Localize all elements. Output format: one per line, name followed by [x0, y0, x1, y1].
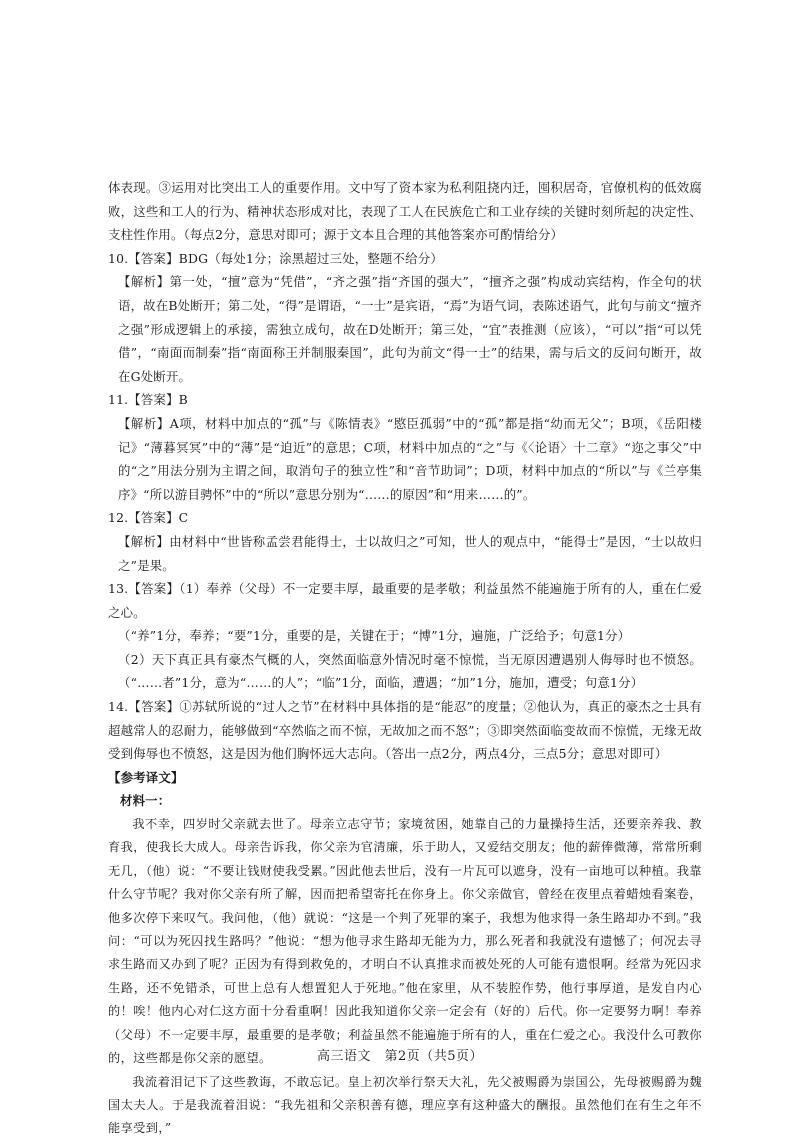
analysis-q10: 【解析】第一处，“擅”意为“凭借”，“齐之强”指“齐国的强大”，“擅齐之强”构成动宾结构，作全句的状语，故在B处断开；第二处，“得”是谓语，“一士”是宾语，“焉”为语气词，表陈述语气，此句与前文“擅齐之强”形成逻辑上的承接，需独立成句，故在D处断开；第三处，“宜”表推测（应该），“可以”指“可以凭借”，“南面而制秦”指“南面称王并制服秦国”，此句为前文“得一士”的结果，需与后文的反问句断开，故在G处断开。 — [118, 274, 702, 384]
answer-q12: 12.【答案】C — [108, 510, 189, 526]
scoring-q13-part1: （“养”1分，奉养；“要”1分，重要的是，关键在于；“博”1分，遍施，广泛给予；句意1分） — [118, 628, 631, 644]
answer-q14: 14.【答案】①苏轼所说的“过人之节”在材料中具体指的是“能忍”的度量；②他认为，真正的豪杰之士具有超越常人的忍耐力，能够做到“卒然临之而不惊，无故加之而不怒”；③即突然面临变故而不惊慌，无缘无故受到侮辱也不愤怒，这是因为他们胸怀远大志向。（答出一点2分，两点4分，三点5分；意思对即可） — [108, 699, 702, 762]
answer-q13: 13.【答案】（1）奉养（父母）不一定要丰厚，最重要的是孝敬；利益虽然不能遍施于所有的人，重在仁爱之心。 — [108, 581, 702, 620]
reference-translation-title: 【参考译文】 — [108, 769, 184, 785]
analysis-q11: 【解析】A项，材料中加点的“孤”与《陈情表》“愍臣孤弱”中的“孤”都是指“幼而无父”；B项，《岳阳楼记》“薄暮冥冥”中的“薄”是“迫近”的意思；C项，材料中加点的“之”与《〈论语〉十二章》“迩之事父”中的“之”用法分别为主谓之间，取消句子的独立性”和“音节助词”；D项，材料中加点的“所以”与《兰亭集序》“所以游目骋怀”中的“所以”意思分别为“……的原因”和“用来……的”。 — [118, 415, 702, 502]
analysis-q12: 【解析】由材料中“世皆称孟尝君能得士，士以故归之”可知，世人的观点中，“能得士”是因，“士以故归之”是果。 — [118, 533, 702, 573]
answer-sheet-page — [108, 176, 702, 1141]
prev-answer-continuation: 体表现。③运用对比突出工人的重要作用。文中写了资本家为私利阻挠内迁，囤积居奇，官僚机构的低效腐败，这些和工人的行为、精神状态形成对比，表现了工人在民族危亡和工业存续的关键时刻所起的决定性、支柱性作用。（每点2分，意思对即可；源于文本且合理的其他答案亦可酌情给分） — [108, 180, 702, 243]
answer-q11: 11.【答案】B — [108, 392, 188, 408]
answer-q10: 10.【答案】BDG（每处1分；涂黑超过三处，整题不给分） — [108, 250, 443, 266]
translation-paragraph-1: 我不幸，四岁时父亲就去世了。母亲立志守节；家境贫困，她靠自己的力量操持生活，还要亲养我、教育我，使我长大成人。母亲告诉我，你父亲为官清廉，乐于助人，又爱结交朋友；他的薪俸微薄，常常所剩无几，（他）说：“不要让钱财使我受累。”因此他去世后，没有一片瓦可以遮身，没有一亩地可以种植。我靠什么守节呢？我对你父亲有所了解，因而把希望寄托在你身上。你父亲做官，曾经在夜里点着蜡烛看案卷，他多次停下来叹气。我问他，（他）就说：“这是一个判了死罪的案子，我想为他求得一条生路却办不到。”我问：“可以为死囚找生路吗？”他说：“想为他寻求生路却无能为力，那么死者和我就没有遗憾了；何况去寻求生路而又办到了呢？正因为有得到救免的，才明白不认真推求而被处死的人可能有遗恨啊。经常为死囚求生路，还不免错杀，可世上总有人想置犯人于死地。”他在家里，从不装腔作势，他行事厚道，是发自内心的！唉！他内心对仁这方面十分看重啊！因此我知道你父亲一定会有（好的）后代。你一定要努力啊！奉养（父母）不一定要丰厚，最重要的是孝敬；利益虽然不能遍施于所有的人，重在仁爱之心。我没什么可教你的，这些都是你父亲的愿望。 — [108, 817, 702, 1066]
material-one-title: 材料一： — [120, 793, 171, 809]
translation-paragraph-2: 我流着泪记下了这些教诲，不敢忘记。皇上初次举行祭天大礼，先父被赐爵为崇国公，先母被赐爵为魏国太夫人。于是我流着泪说：“我先祖和父亲积善有德，理应享有这种盛大的酬报。虽然他们在有生之年不能享受到，” — [108, 1074, 702, 1136]
answer-q13-part2: （2）天下真正具有豪杰气概的人，突然面临意外情况时毫不惊慌，当无原因遭遇别人侮辱时也不愤怒。（“……者”1分，意为“……的人”；“临”1分，面临，遭遇；“加”1分，施加，遭受；句意1分） — [118, 651, 702, 691]
page-footer: 高三语文 第2页（共5页） — [316, 1049, 484, 1064]
